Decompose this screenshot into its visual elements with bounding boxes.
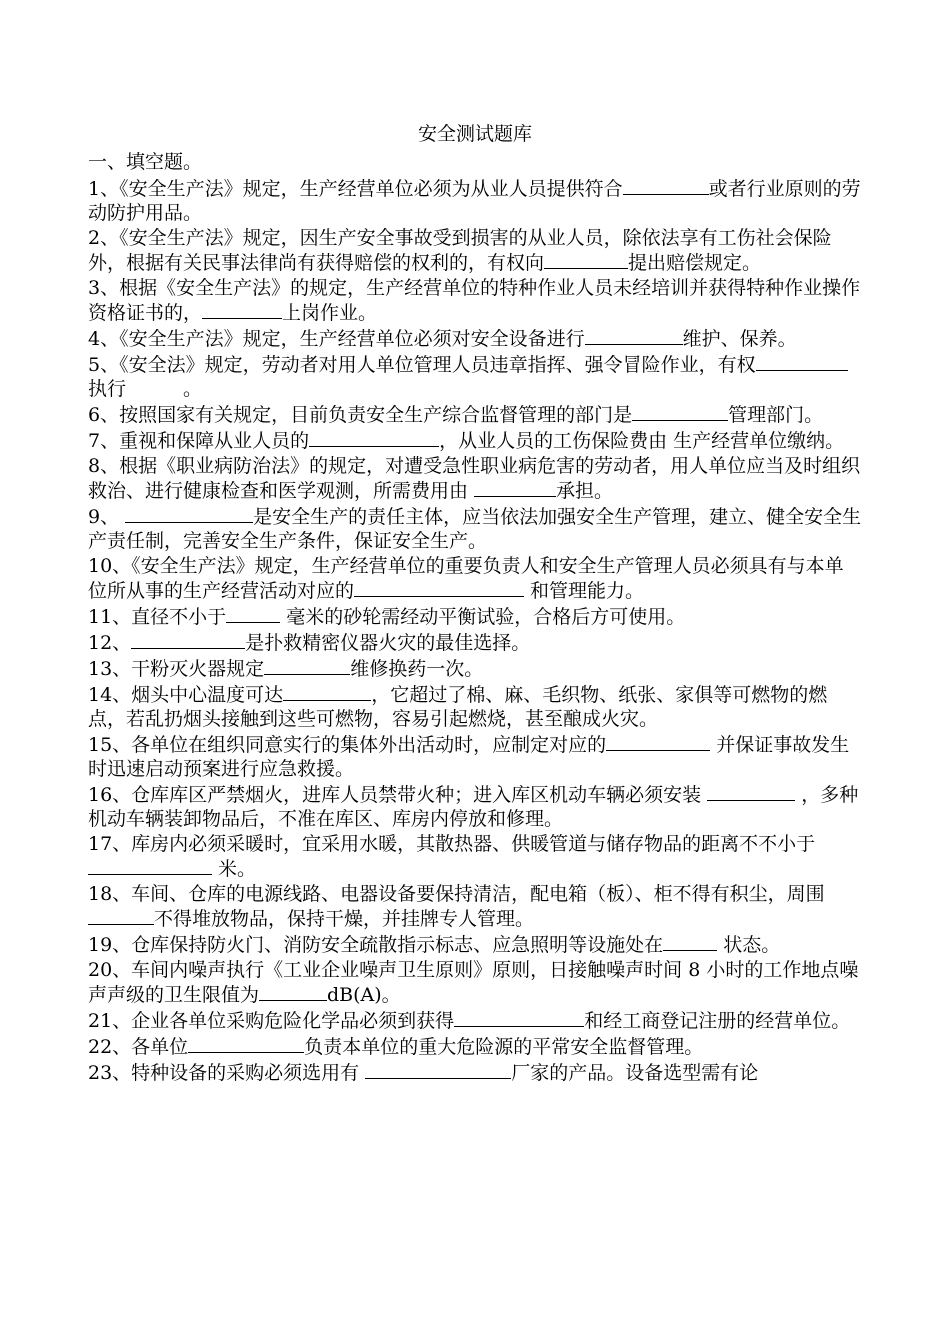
question-10: 10、《安全生产法》规定，生产经营单位的重要负责人和安全生产管理人员必须具有与本单位所从事的生产经营活动对应的 和管理能力。 (88, 555, 844, 602)
answer-blank (259, 982, 327, 1001)
answer-blank (125, 504, 253, 523)
answer-blank (354, 578, 524, 597)
question-5: 5、《安全法》规定，劳动者对用人单位管理人员违章指挥、强令冒险作业，有权执行 。 (88, 352, 862, 401)
answer-blank (283, 682, 371, 701)
answer-blank (188, 1034, 304, 1053)
answer-blank (454, 1008, 584, 1027)
question-23: 23、特种设备的采购必须选用有 厂家的产品。设备选型需有论 (88, 1062, 759, 1084)
question-21: 21、企业各单位采购危险化学品必须到获得 和经工商登记注册的经营单位。 (88, 1010, 851, 1032)
question-20: 20、车间内噪声执行《工业企业噪声卫生原则》原则，日接触噪声时间 8 小时的工作地点噪声声级的卫生限值为 dB(A)。 (88, 959, 859, 1006)
question-12: 12、 是扑救精密仪器火灾的最佳选择。 (88, 632, 531, 654)
question-15: 15、各单位在组织同意实行的集体外出活动时，应制定对应的 并保证事故发生时迅速启动预案进行应急救援。 (88, 734, 850, 780)
answer-blank (131, 630, 245, 649)
answer-blank (226, 604, 280, 623)
answer-blank (264, 656, 350, 675)
question-7: 7、重视和保障从业人员的 ，从业人员的工伤保险费由 生产经营单位缴纳。 (88, 430, 845, 452)
answer-blank (544, 250, 628, 269)
question-18: 18、车间、仓库的电源线路、电器设备要保持清洁，配电箱（板）、柜不得有积尘，周围不得堆放物品，保持干燥，并挂牌专人管理。 (88, 883, 825, 930)
question-14: 14、烟头中心温度可达 ，它超过了棉、麻、毛织物、纸张、家俱等可燃物的燃点，若乱扔烟头接触到这些可燃物，容易引起燃烧，甚至酿成火灾。 (88, 684, 828, 730)
answer-blank (707, 782, 795, 801)
answer-blank (309, 428, 439, 447)
question-1: 1、《安全生产法》规定，生产经营单位必须为从业人员提供符合 或者行业原则的劳动防护用品。 (88, 178, 861, 224)
question-8: 8、根据《职业病防治法》的规定，对遭受急性职业病危害的劳动者，用人单位应当及时组织救治、进行健康检查和医学观测，所需费用由 承担。 (88, 455, 861, 502)
section-heading: 一、填空题。 (88, 151, 203, 173)
question-17: 17、库房内必须采暖时，宜采用水暖，其散热器、供暖管道与储存物品的距离不不小于 米。 (88, 833, 816, 880)
question-9: 9、 是安全生产的责任主体，应当依法加强安全生产管理，建立、健全安全生产责任制，完善安全生产条件，保证安全生产。 (88, 506, 862, 552)
answer-blank (365, 1060, 511, 1079)
question-4: 4、《安全生产法》规定，生产经营单位必须对安全设备进行 维护、保养。 (88, 328, 797, 350)
answer-blank (663, 932, 717, 951)
answer-blank (202, 300, 282, 319)
page-title: 安全测试题库 (417, 123, 532, 145)
answer-blank (606, 732, 710, 751)
answer-blank (474, 478, 556, 497)
question-6: 6、按照国家有关规定，目前负责安全生产综合监督管理的部门是 管理部门。 (88, 404, 824, 426)
question-13: 13、干粉灭火器规定 维修换药一次。 (88, 658, 484, 680)
question-19: 19、仓库保持防火门、消防安全疏散指示标志、应急照明等设施处在 状态。 (88, 934, 781, 956)
answer-blank (88, 856, 212, 875)
question-22: 22、各单位 负责本单位的重大危险源的平常安全监督管理。 (88, 1036, 704, 1058)
question-11: 11、直径不小于 毫米的砂轮需经动平衡试验，合格后方可使用。 (88, 606, 686, 628)
answer-blank (623, 176, 709, 195)
question-3: 3、根据《安全生产法》的规定，生产经营单位的特种作业人员未经培训并获得特种作业操作资格证书的， 上岗作业。 (88, 277, 861, 324)
answer-blank (88, 906, 154, 925)
question-2: 2、《安全生产法》规定，因生产安全事故受到损害的从业人员，除依法享有工伤社会保险外，根据有关民事法律尚有获得赔偿的权利的，有权向 提出赔偿规定。 (88, 227, 832, 274)
question-16: 16、仓库库区严禁烟火，进库人员禁带火种；进入库区机动车辆必须安装 ，多种机动车辆装卸物品后，不准在库区、库房内停放和修理。 (88, 784, 859, 830)
answer-blank (585, 326, 683, 345)
answer-blank (756, 352, 848, 371)
answer-blank (632, 402, 728, 421)
